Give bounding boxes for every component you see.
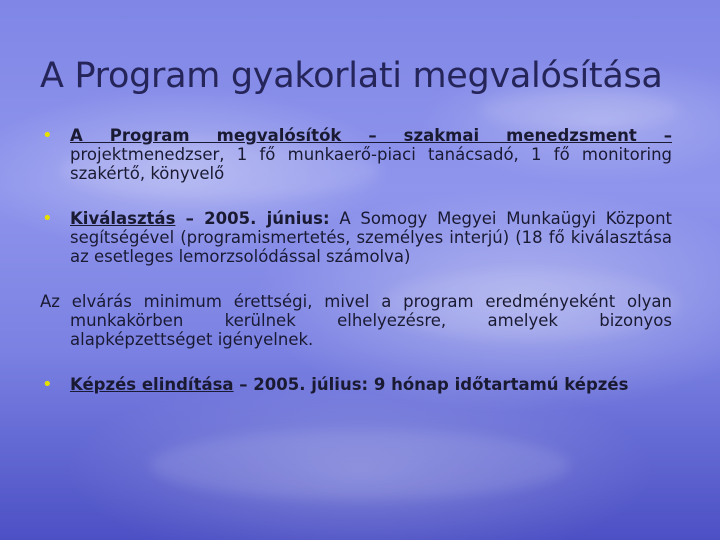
selection-date: – 2005. június: (175, 209, 330, 228)
training-lead: Képzés elindítása (70, 375, 234, 394)
selection-lead: Kiválasztás (70, 209, 176, 228)
bullet-dot-icon: • (42, 374, 53, 395)
requirement-paragraph: Az elvárás minimum érettségi, mivel a program eredményeként olyan munkakörben kerülnek elhelyezésre, amelyek bizonyos alapképzettséget igényelnek. (40, 292, 672, 349)
slide-content (40, 122, 672, 420)
training-text: – 2005. július: 9 hónap időtartamú képzés (233, 375, 629, 394)
bullet-paragraph-training (40, 375, 672, 394)
implementers-lead: A Program megvalósítók – szakmai menedzsment – (70, 126, 672, 145)
selection-text: A Somogy Megyei Munkaügyi Központ segítségével (programismertetés, személyes interjú) (18 fő kiválasztása az esetleges lemorzsolódással számolva) (70, 209, 672, 266)
bullet-paragraph-implementers (40, 126, 672, 183)
bullet-dot-icon: • (42, 208, 53, 229)
implementers-text: projektmenedzser, 1 fő munkaerő-piaci tanácsadó, 1 fő monitoring szakértő, könyvelő (70, 145, 672, 183)
bullet-dot-icon: • (42, 125, 53, 146)
slide-title: A Program gyakorlati megvalósítása (40, 56, 663, 96)
bullet-paragraph-selection (40, 209, 672, 266)
background-wave (150, 430, 570, 500)
